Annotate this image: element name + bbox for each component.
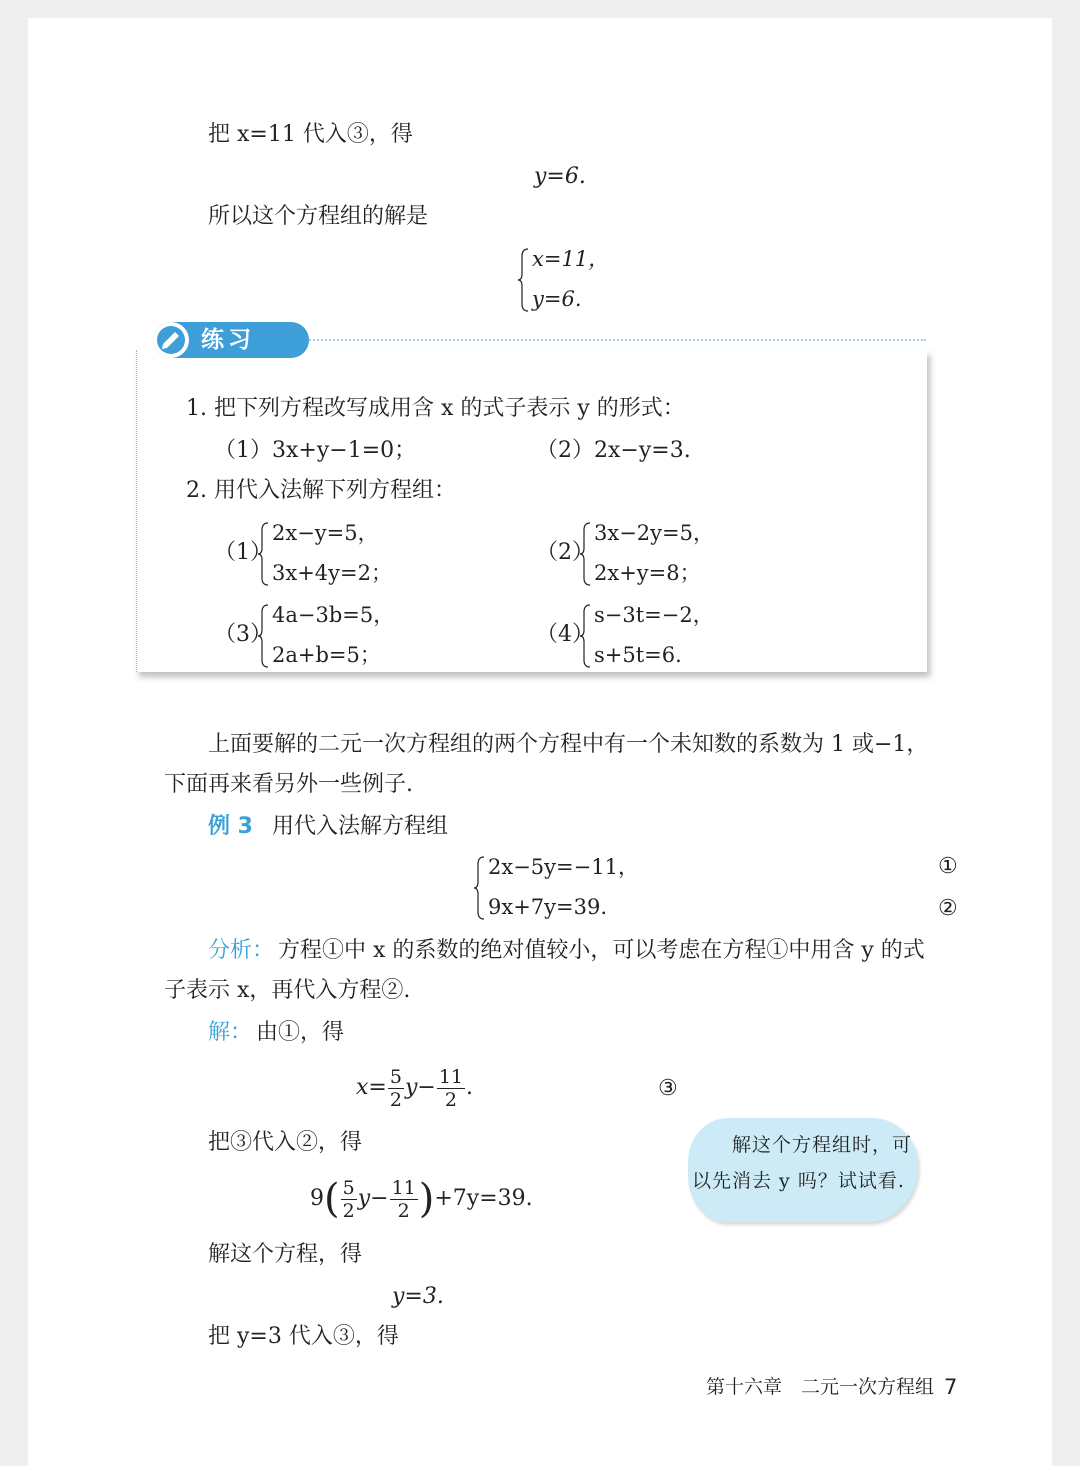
frac-num: 11 xyxy=(438,1065,463,1088)
system-row: s−3t=−2， xyxy=(594,603,714,627)
brace-icon xyxy=(258,604,270,668)
fraction xyxy=(390,1177,418,1222)
frac-num: 11 xyxy=(391,1176,416,1199)
exercise-tab-label: 练习 xyxy=(201,327,255,353)
system-row: 9x+7y=39. xyxy=(488,895,608,919)
system-row: 3x+4y=2； xyxy=(272,561,392,585)
system-row: 2a+b=5； xyxy=(272,643,381,667)
eq-part: 9 xyxy=(310,1186,324,1211)
brace-icon xyxy=(580,604,592,668)
solution-text: 由①，得 xyxy=(256,1020,345,1045)
exercise-item-label: （4） xyxy=(536,622,594,647)
system-row: 4a−3b=5， xyxy=(272,603,395,627)
analysis-label: 分析： xyxy=(208,938,275,963)
chapter-title: 第十六章 二元一次方程组 xyxy=(706,1376,935,1398)
frac-den: 2 xyxy=(444,1088,457,1111)
exercise-question: 1. 把下列方程改写成用含 x 的式子表示 y 的形式： xyxy=(186,396,685,421)
fraction xyxy=(388,1066,404,1111)
exercise-item-label: （1） xyxy=(214,540,272,565)
hint-line: 以先消去 y 吗？试试看. xyxy=(692,1170,905,1192)
eq-part: x= xyxy=(356,1075,387,1100)
brace-icon xyxy=(474,856,486,920)
fraction xyxy=(341,1177,357,1222)
paren-open: ( xyxy=(324,1176,340,1222)
fraction xyxy=(437,1066,465,1111)
paragraph-line: 上面要解的二元一次方程组的两个方程中有一个未知数的系数为 1 或−1， xyxy=(208,732,929,757)
equation-mark: ③ xyxy=(658,1076,678,1101)
analysis-text: 子表示 x，再代入方程②. xyxy=(164,978,411,1003)
equation-mark: ② xyxy=(938,896,958,921)
equation-3 xyxy=(356,1064,473,1112)
frac-den: 2 xyxy=(397,1199,410,1222)
system-row: x=11， xyxy=(532,247,610,271)
brace-icon xyxy=(580,522,592,586)
eq-part: y− xyxy=(404,1075,436,1100)
text-line: 所以这个方程组的解是 xyxy=(208,204,429,229)
exercise-item: （1）3x+y−1=0； xyxy=(214,438,417,463)
eq-part: +7y=39. xyxy=(434,1186,533,1211)
equation: y=6. xyxy=(534,164,586,189)
system-row: 2x−5y=−11， xyxy=(488,855,639,879)
brace-icon xyxy=(518,248,530,312)
exercise-divider xyxy=(270,339,926,341)
text-line: 把 x=11 代入③，得 xyxy=(208,122,413,147)
equation: y=3. xyxy=(392,1284,444,1309)
text-line: 把③代入②，得 xyxy=(208,1130,363,1155)
brace-icon xyxy=(258,522,270,586)
page-number: 7 xyxy=(944,1375,958,1399)
solution-label: 解： xyxy=(208,1020,253,1045)
paren-close: ) xyxy=(418,1176,435,1222)
text-line: 解这个方程，得 xyxy=(208,1242,363,1267)
hint-bubble xyxy=(688,1118,918,1222)
frac-den: 2 xyxy=(389,1088,402,1111)
system-row: 2x−y=5， xyxy=(272,521,379,545)
exercise-question: 2. 用代入法解下列方程组： xyxy=(186,478,456,503)
equation-mark: ① xyxy=(938,854,958,879)
example-label: 例 3 xyxy=(208,814,253,839)
system-row: y=6. xyxy=(532,287,582,311)
exercise-item: （2）2x−y=3. xyxy=(536,438,691,463)
frac-num: 5 xyxy=(342,1176,355,1199)
analysis-text: 方程①中 x 的系数的绝对值较小，可以考虑在方程①中用含 y 的式 xyxy=(278,938,925,963)
exercise-item-label: （2） xyxy=(536,540,594,565)
paragraph-line: 下面再来看另外一些例子. xyxy=(164,772,413,797)
eq-part: . xyxy=(466,1075,473,1100)
exercise-tab xyxy=(153,322,309,358)
exercise-item-label: （3） xyxy=(214,622,272,647)
frac-num: 5 xyxy=(389,1065,402,1088)
system-row: 3x−2y=5， xyxy=(594,521,714,545)
eq-part: y− xyxy=(357,1186,389,1211)
text-line: 把 y=3 代入③，得 xyxy=(208,1324,399,1349)
system-row: s+5t=6. xyxy=(594,643,682,667)
example-text: 用代入法解方程组 xyxy=(272,814,449,839)
equation-4 xyxy=(310,1172,533,1226)
frac-den: 2 xyxy=(342,1199,355,1222)
system-row: 2x+y=8； xyxy=(594,561,701,585)
pencil-circle-icon xyxy=(151,320,191,360)
hint-line: 解这个方程组时，可 xyxy=(732,1134,913,1156)
